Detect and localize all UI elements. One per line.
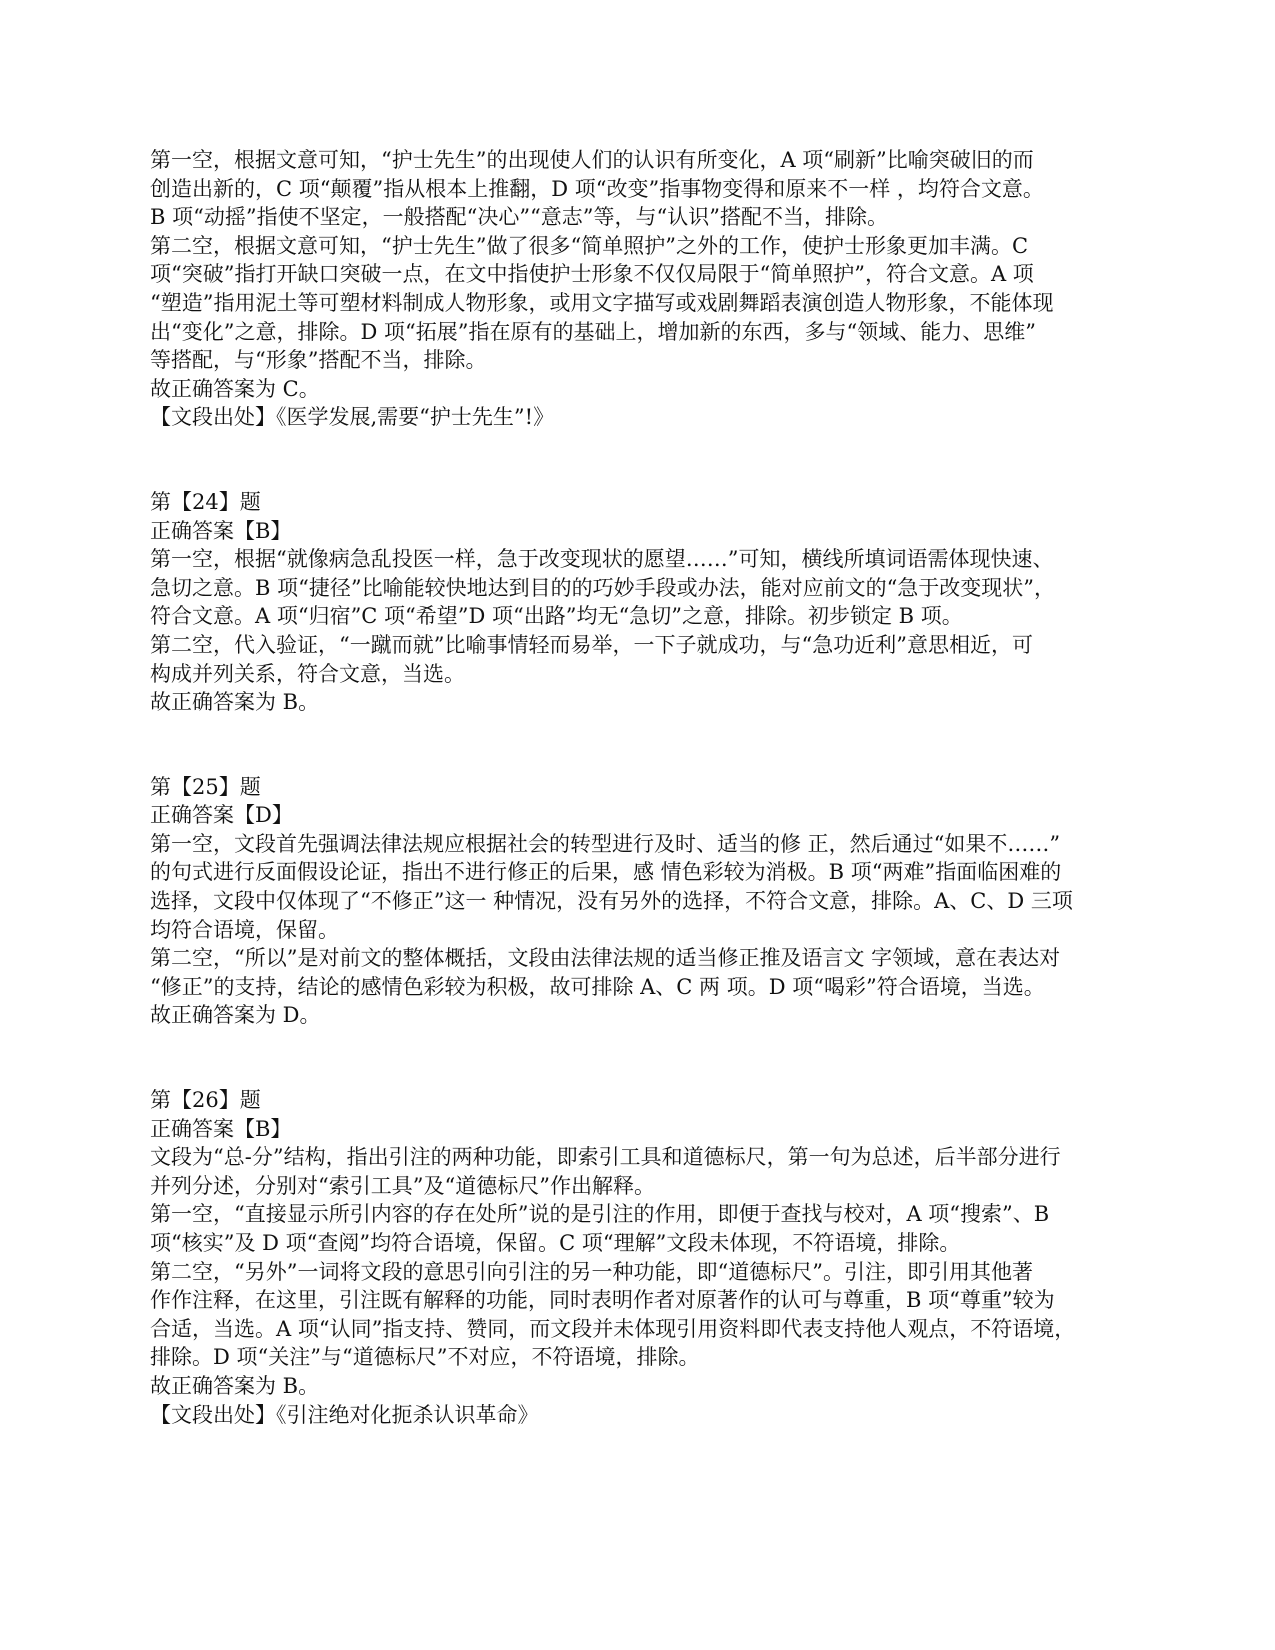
answer-line: 故正确答案为 B。: [150, 1373, 320, 1398]
text-line: 选择，文段中仅体现了“不修正”这一 种情况，没有另外的选择，不符合文意，排除。A、C、D 三项: [150, 889, 1073, 914]
question-heading: 第【26】题: [150, 1088, 261, 1113]
text-line: 第二空，“所以”是对前文的整体概括，文段由法律法规的适当修正推及语言文 字领域，意在表达对: [150, 946, 1061, 971]
text-line: 并列分述，分别对“索引工具”及“道德标尺”作出解释。: [150, 1173, 655, 1198]
text-line: “塑造”指用泥土等可塑材料制成人物形象，或用文字描写或戏剧舞蹈表演创造人物形象，不能体现: [150, 290, 1054, 315]
text-line: 合适，当选。A 项“认同”指支持、赞同，而文段并未体现引用资料即代表支持他人观点，不符语境，: [150, 1316, 1076, 1341]
answer-line: 故正确答案为 C。: [150, 376, 320, 401]
question-26-section: [150, 1086, 1125, 1429]
text-line: 符合文意。A 项“归宿”C 项“希望”D 项“出路”均无“急切”之意，排除。初步锁定 B 项。: [150, 604, 963, 629]
correct-answer-line: 正确答案【B】: [150, 1116, 292, 1141]
text-line: 出“变化”之意，排除。D 项“拓展”指在原有的基础上，增加新的东西，多与“领域、能力、思维”: [150, 319, 1036, 344]
text-line: 均符合语境，保留。: [150, 917, 339, 942]
text-line: 第二空，根据文意可知，“护士先生”做了很多“简单照护”之外的工作，使护士形象更加丰满。C: [150, 233, 1029, 258]
text-line: 第二空，代入验证，“一蹴而就”比喻事情轻而易举，一下子就成功，与“急功近利”意思相近，可: [150, 632, 1033, 657]
source-line: 【文段出处】《医学发展,需要“护士先生”!》: [150, 405, 555, 430]
document-page: [150, 146, 1125, 1429]
text-line: “修正”的支持，结论的感情色彩较为积极，故可排除 A、C 两 项。D 项“喝彩”符合语境，当选。: [150, 974, 1045, 999]
section-spacer: [150, 717, 1125, 773]
text-line: 急切之意。B 项“捷径”比喻能较快地达到目的的巧妙手段或办法，能对应前文的“急于改变现状”，: [150, 575, 1056, 600]
question-heading: 第【25】题: [150, 774, 261, 799]
text-line: B 项“动摇”指使不坚定，一般搭配“决心”“意志”等，与“认识”搭配不当，排除。: [150, 205, 888, 230]
question-24-section: [150, 488, 1125, 717]
text-line: 作作注释，在这里，引注既有解释的功能，同时表明作者对原著作的认可与尊重，B 项“尊重”较为: [150, 1288, 1055, 1313]
text-line: 第一空，根据“就像病急乱投医一样，急于改变现状的愿望……”可知，横线所填词语需体现快速、: [150, 547, 1054, 572]
text-line: 的句式进行反面假设论证，指出不进行修正的后果，感 情色彩较为消极。B 项“两难”指面临困难的: [150, 860, 1062, 885]
text-line: 项“突破”指打开缺口突破一点，在文中指使护士形象不仅仅局限于“简单照护”，符合文意。A 项: [150, 262, 1034, 287]
text-line: 项“核实”及 D 项“查阅”均符合语境，保留。C 项“理解”文段未体现，不符语境，排除。: [150, 1231, 961, 1255]
question-25-section: [150, 773, 1125, 1030]
correct-answer-line: 正确答案【B】: [150, 518, 292, 543]
text-line: 排除。D 项“关注”与“道德标尺”不对应，不符语境，排除。: [150, 1345, 700, 1370]
answer-line: 故正确答案为 B。: [150, 690, 320, 715]
answer-line: 故正确答案为 D。: [150, 1003, 321, 1028]
question-heading: 第【24】题: [150, 489, 261, 514]
text-line: 等搭配，与“形象”搭配不当，排除。: [150, 348, 487, 373]
text-line: 构成并列关系，符合文意，当选。: [150, 661, 465, 686]
text-line: 第二空，“另外”一词将文段的意思引向引注的另一种功能，即“道德标尺”。引注，即引用其他著: [150, 1259, 1033, 1284]
text-line: 第一空，文段首先强调法律法规应根据社会的转型进行及时、适当的修 正，然后通过“如果不……”: [150, 831, 1061, 856]
section-spacer: [150, 432, 1125, 488]
text-line: 第一空，“直接显示所引内容的存在处所”说的是引注的作用，即便于查找与校对，A 项“搜索”、B: [150, 1202, 1050, 1227]
text-line: 第一空，根据文意可知，“护士先生”的出现使人们的认识有所变化，A 项“刷新”比喻突破旧的而: [150, 148, 1034, 172]
source-line: 【文段出处】《引注绝对化扼杀认识革命》: [150, 1402, 539, 1427]
text-line: 文段为“总-分”结构，指出引注的两种功能，即索引工具和道德标尺，第一句为总述，后半部分进行: [150, 1145, 1061, 1170]
correct-answer-line: 正确答案【D】: [150, 803, 293, 828]
text-line: 创造出新的，C 项“颠覆”指从根本上推翻，D 项“改变”指事物变得和原来不一样 ，均符合文意。: [150, 176, 1044, 201]
intro-explanation-section: [150, 146, 1125, 432]
section-spacer: [150, 1030, 1125, 1086]
